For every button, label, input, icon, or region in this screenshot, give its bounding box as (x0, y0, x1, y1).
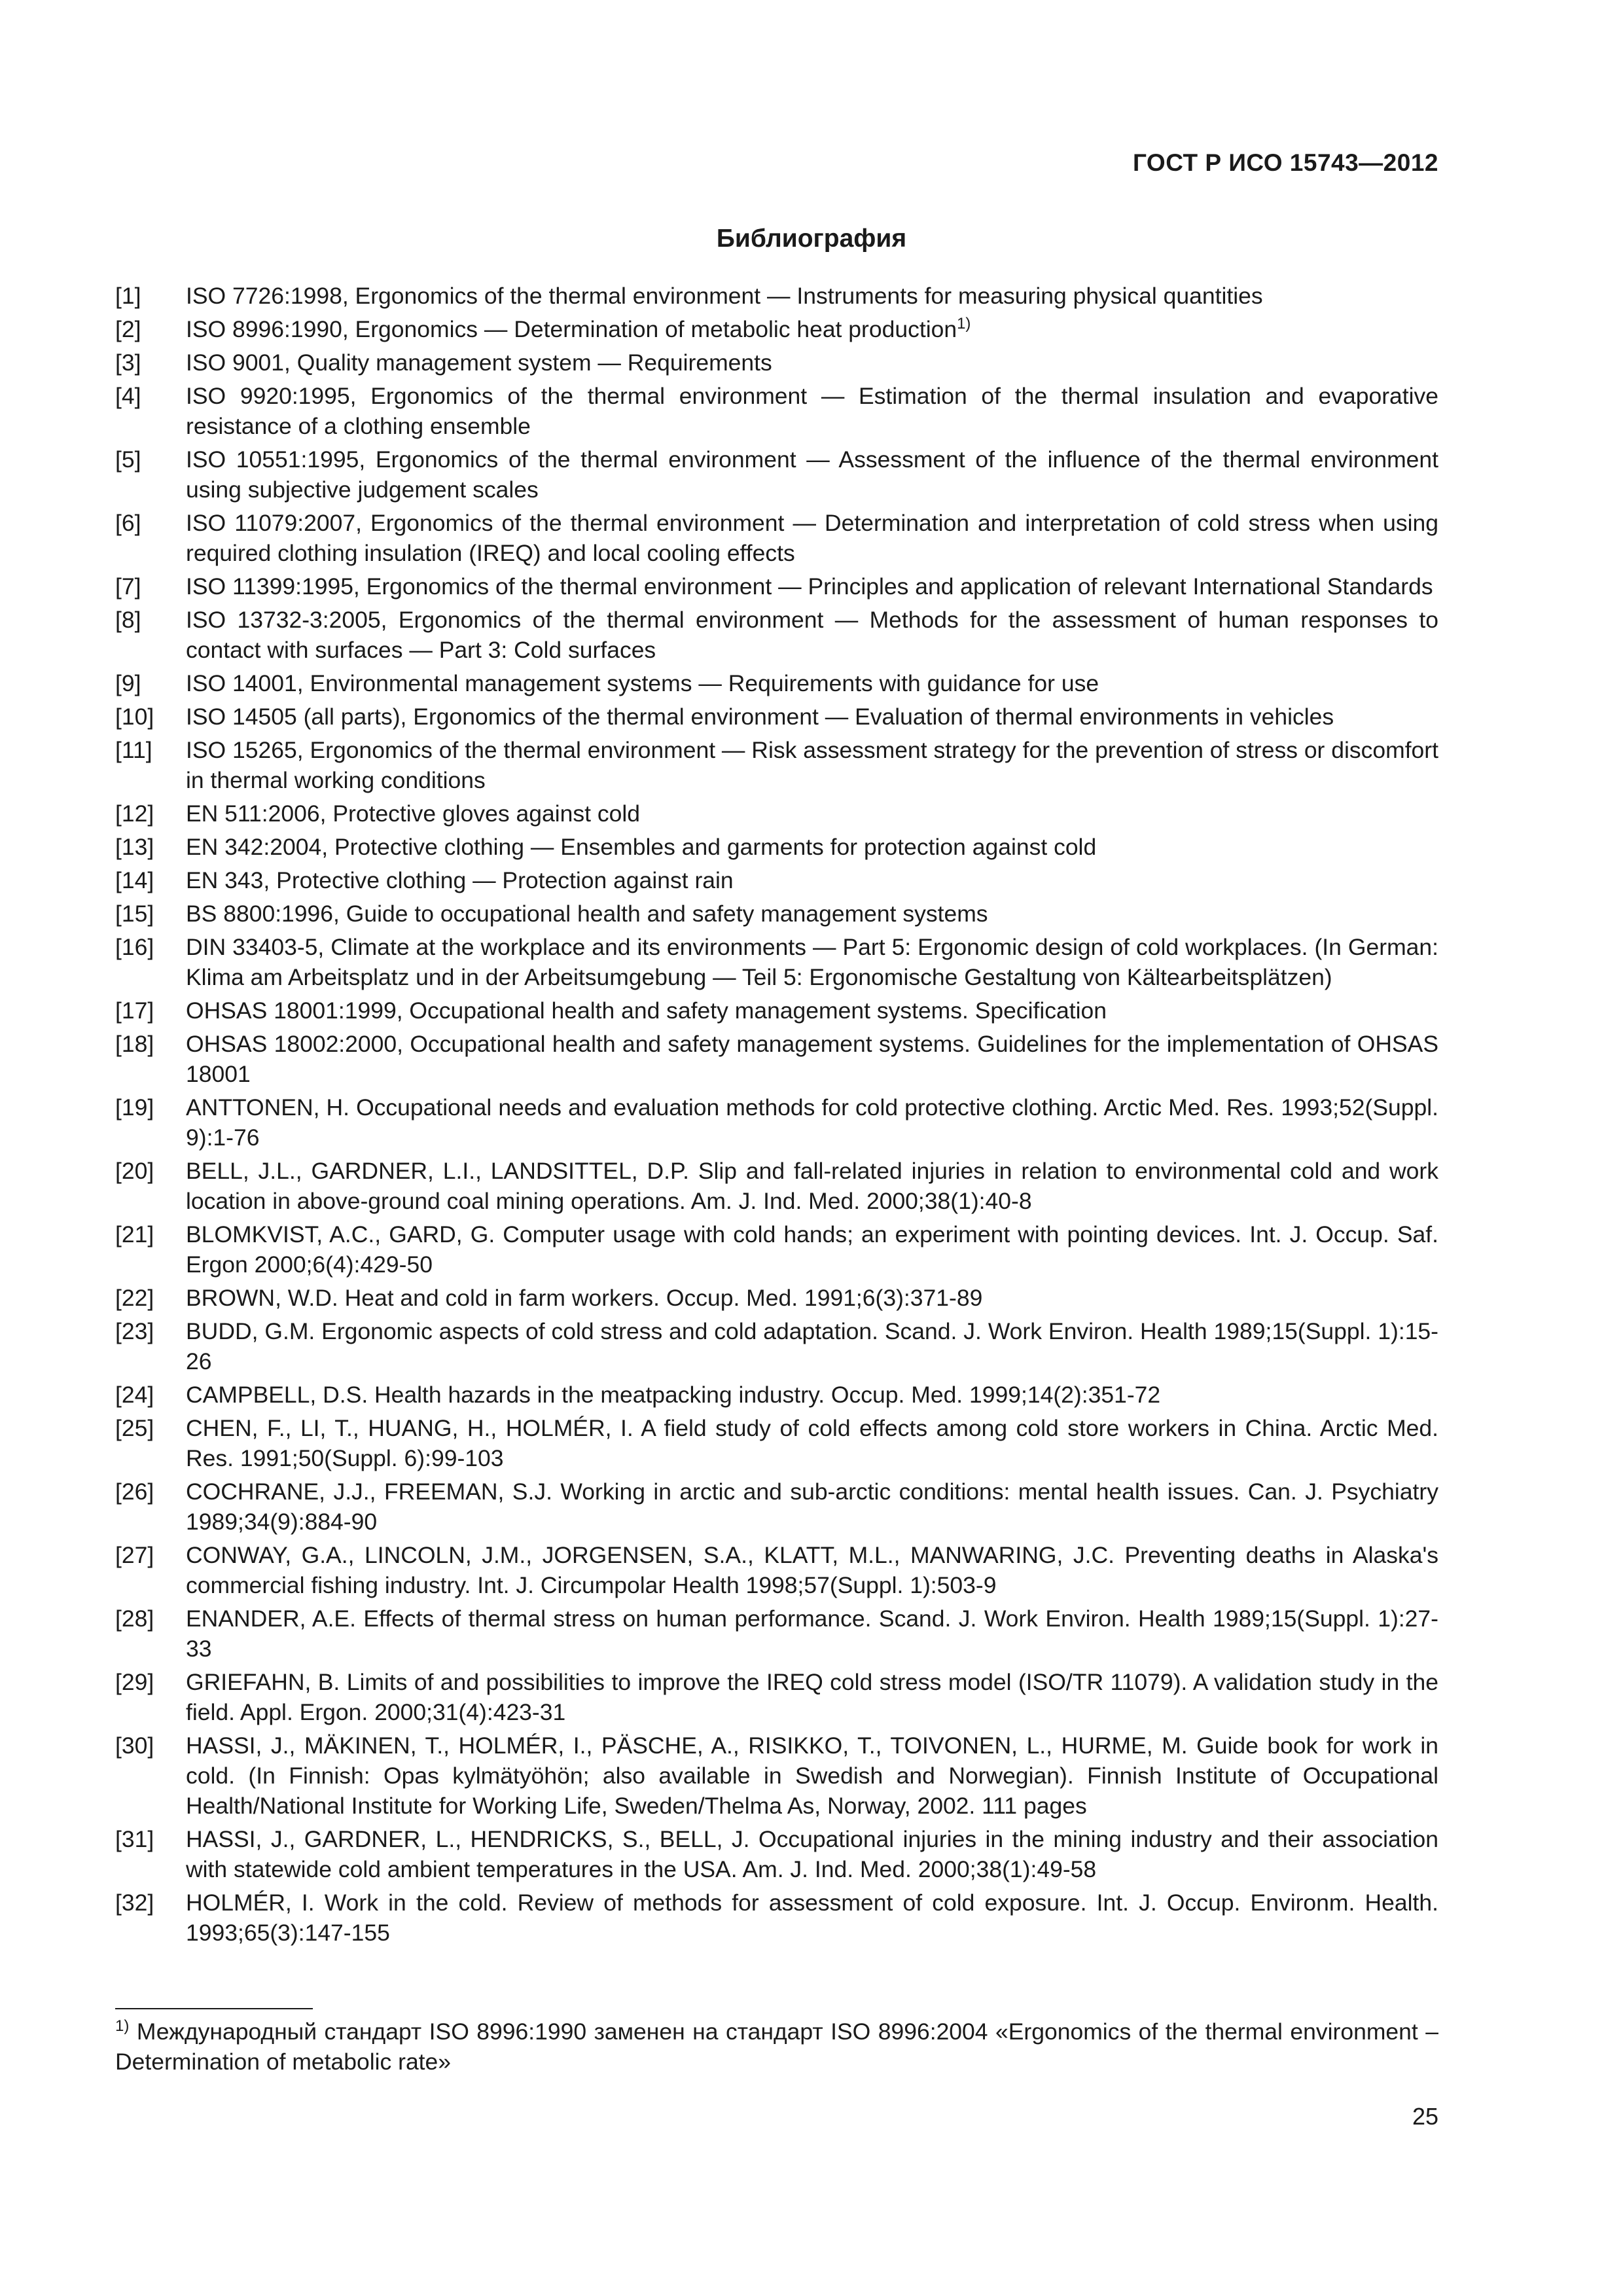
reference-number: [15] (115, 901, 154, 927)
reference-item (115, 1824, 1438, 1884)
reference-item (115, 1380, 1438, 1410)
reference-number: [17] (115, 997, 154, 1024)
reference-text: DIN 33403-5, Climate at the workplace and its environments — Part 5: Ergonomic design of cold workplaces. (In German: Klima am Arbeitsplatz und in der Arbeitsumgebung — Teil 5: Ergonomische Gestaltung von Kältearbeitsplätzen) (186, 934, 1438, 990)
reference-number: [13] (115, 834, 154, 860)
reference-number: [3] (115, 350, 141, 376)
reference-item (115, 1888, 1438, 1948)
reference-text-block (186, 1824, 1438, 1884)
reference-item (115, 1316, 1438, 1376)
reference-text-block (186, 735, 1438, 795)
reference-item (115, 1029, 1438, 1089)
reference-item (115, 668, 1438, 698)
bibliography-list (115, 281, 1438, 1951)
reference-text-block (186, 508, 1438, 568)
footnote-text: Международный стандарт ISO 8996:1990 заменен на стандарт ISO 8996:2004 «Ergonomics of the thermal environment – Determination of metabolic rate» (115, 2018, 1438, 2075)
reference-text: ISO 10551:1995, Ergonomics of the thermal environment — Assessment of the influence of the thermal environment using subjective judgement scales (186, 446, 1438, 503)
reference-text-block (186, 1667, 1438, 1727)
reference-text-block (186, 348, 1438, 378)
reference-item (115, 281, 1438, 311)
reference-number: [16] (115, 934, 154, 960)
reference-item (115, 702, 1438, 732)
reference-text: ISO 11399:1995, Ergonomics of the thermal environment — Principles and application of relevant International Standards (186, 573, 1433, 600)
reference-number: [19] (115, 1094, 154, 1121)
reference-number: [11] (115, 737, 152, 763)
reference-text-block (186, 1029, 1438, 1089)
reference-text-block (186, 702, 1438, 732)
reference-item (115, 798, 1438, 829)
reference-text-block (186, 1413, 1438, 1473)
reference-item (115, 1667, 1438, 1727)
reference-item (115, 1092, 1438, 1153)
reference-number: [5] (115, 446, 141, 473)
reference-text-block (186, 1156, 1438, 1216)
reference-item (115, 1604, 1438, 1664)
reference-text-block (186, 1540, 1438, 1600)
reference-text-block (186, 444, 1438, 505)
reference-text: ISO 14505 (all parts), Ergonomics of the thermal environment — Evaluation of thermal environments in vehicles (186, 704, 1334, 730)
reference-text-block (186, 1731, 1438, 1821)
reference-text-block (186, 899, 1438, 929)
footnote (115, 2017, 1438, 2077)
reference-text: OHSAS 18001:1999, Occupational health and safety management systems. Specification (186, 997, 1107, 1024)
reference-item (115, 932, 1438, 992)
reference-number: [14] (115, 867, 154, 893)
reference-text-block (186, 1283, 1438, 1313)
reference-text: ISO 13732-3:2005, Ergonomics of the thermal environment — Methods for the assessment of human responses to contact with surfaces — Part 3: Cold surfaces (186, 607, 1438, 663)
reference-text-block (186, 1219, 1438, 1280)
reference-number: [7] (115, 573, 141, 600)
reference-text: BS 8800:1996, Guide to occupational health and safety management systems (186, 901, 988, 927)
reference-text: BLOMKVIST, A.C., GARD, G. Computer usage with cold hands; an experiment with pointing devices. Int. J. Occup. Saf. Ergon 2000;6(4):429-50 (186, 1221, 1438, 1278)
reference-number: [2] (115, 316, 141, 342)
reference-text: ISO 9920:1995, Ergonomics of the thermal environment — Estimation of the thermal insulation and evaporative resistance of a clothing ensemble (186, 383, 1438, 439)
reference-text: OHSAS 18002:2000, Occupational health and safety management systems. Guidelines for the implementation of OHSAS 18001 (186, 1031, 1438, 1087)
reference-text: ANTTONEN, H. Occupational needs and evaluation methods for cold protective clothing. Arctic Med. Res. 1993;52(Suppl. 9):1-76 (186, 1094, 1438, 1151)
reference-text-block (186, 605, 1438, 665)
reference-item (115, 348, 1438, 378)
reference-number: [4] (115, 383, 141, 409)
reference-text-block (186, 281, 1438, 311)
reference-text: ISO 11079:2007, Ergonomics of the thermal environment — Determination and interpretation of cold stress when using required clothing insulation (IREQ) and local cooling effects (186, 510, 1438, 566)
reference-text-block (186, 1092, 1438, 1153)
reference-number: [32] (115, 1890, 154, 1916)
reference-item (115, 381, 1438, 441)
reference-number: [23] (115, 1318, 154, 1344)
reference-item (115, 444, 1438, 505)
reference-text: EN 342:2004, Protective clothing — Ensembles and garments for protection against cold (186, 834, 1097, 860)
footnote-divider (115, 2008, 313, 2009)
reference-number: [10] (115, 704, 154, 730)
reference-text-block (186, 1316, 1438, 1376)
reference-text: BELL, J.L., GARDNER, L.I., LANDSITTEL, D.P. Slip and fall-related injuries in relation to environmental cold and work location in above-ground coal mining operations. Am. J. Ind. Med. 2000;38(1):40-8 (186, 1158, 1438, 1214)
reference-text-block (186, 571, 1438, 601)
reference-item (115, 605, 1438, 665)
reference-text: ENANDER, A.E. Effects of thermal stress on human performance. Scand. J. Work Environ. Health 1989;15(Suppl. 1):27-33 (186, 1605, 1438, 1662)
reference-item (115, 832, 1438, 862)
reference-item (115, 1477, 1438, 1537)
reference-number: [22] (115, 1285, 154, 1311)
reference-text: HASSI, J., MÄKINEN, T., HOLMÉR, I., PÄSCHE, A., RISIKKO, T., TOIVONEN, L., HURME, M. Guide book for work in cold. (In Finnish: Opas kylmätyöhön; also available in Swedish and Norwegian). Finnish Institute of Occupational Health/National Institute for Working Life, Sweden/Thelma As, Norway, 2002. 111 pages (186, 1732, 1438, 1819)
reference-number: [8] (115, 607, 141, 633)
reference-number: [30] (115, 1732, 154, 1759)
reference-number: [6] (115, 510, 141, 536)
reference-text: ISO 9001, Quality management system — Requirements (186, 350, 772, 376)
reference-item (115, 1156, 1438, 1216)
reference-text: EN 343, Protective clothing — Protection against rain (186, 867, 734, 893)
reference-text: ISO 7726:1998, Ergonomics of the thermal environment — Instruments for measuring physical quantities (186, 283, 1263, 309)
reference-text-block (186, 1477, 1438, 1537)
reference-text: BROWN, W.D. Heat and cold in farm workers. Occup. Med. 1991;6(3):371-89 (186, 1285, 983, 1311)
reference-number: [18] (115, 1031, 154, 1057)
reference-text-block (186, 1888, 1438, 1948)
reference-item (115, 508, 1438, 568)
reference-number: [12] (115, 800, 154, 827)
reference-number: [21] (115, 1221, 154, 1247)
reference-text-block (186, 798, 1438, 829)
reference-text: HOLMÉR, I. Work in the cold. Review of methods for assessment of cold exposure. Int. J. Occup. Environm. Health. 1993;65(3):147-155 (186, 1890, 1438, 1946)
reference-number: [29] (115, 1669, 154, 1695)
footnote-reference-marker: 1) (957, 315, 971, 332)
reference-text: CHEN, F., LI, T., HUANG, H., HOLMÉR, I. A field study of cold effects among cold store workers in China. Arctic Med. Res. 1991;50(Suppl. 6):99-103 (186, 1415, 1438, 1471)
reference-text-block (186, 996, 1438, 1026)
reference-item (115, 1413, 1438, 1473)
reference-text-block (186, 314, 1438, 344)
reference-text: ISO 8996:1990, Ergonomics — Determination of metabolic heat production (186, 316, 957, 342)
reference-text: BUDD, G.M. Ergonomic aspects of cold stress and cold adaptation. Scand. J. Work Environ. Health 1989;15(Suppl. 1):15-26 (186, 1318, 1438, 1374)
reference-item (115, 1283, 1438, 1313)
reference-number: [9] (115, 670, 141, 696)
reference-number: [25] (115, 1415, 154, 1441)
footnote-marker: 1) (115, 2017, 130, 2035)
reference-text: CONWAY, G.A., LINCOLN, J.M., JORGENSEN, S.A., KLATT, M.L., MANWARING, J.C. Preventing deaths in Alaska's commercial fishing industry. Int. J. Circumpolar Health 1998;57(Suppl. 1):503-9 (186, 1542, 1438, 1598)
reference-number: [31] (115, 1826, 154, 1852)
reference-text-block (186, 381, 1438, 441)
reference-item (115, 865, 1438, 895)
reference-number: [24] (115, 1382, 154, 1408)
standard-code: ГОСТ Р ИСО 15743—2012 (1132, 149, 1438, 176)
reference-text: COCHRANE, J.J., FREEMAN, S.J. Working in arctic and sub-arctic conditions: mental health issues. Can. J. Psychiatry 1989;34(9):884-90 (186, 1479, 1438, 1535)
reference-text-block (186, 1604, 1438, 1664)
reference-item (115, 571, 1438, 601)
reference-item (115, 1219, 1438, 1280)
reference-number: [1] (115, 283, 141, 309)
reference-item (115, 735, 1438, 795)
reference-item (115, 314, 1438, 344)
reference-item (115, 996, 1438, 1026)
reference-text: ISO 15265, Ergonomics of the thermal environment — Risk assessment strategy for the prevention of stress or discomfort in thermal working conditions (186, 737, 1438, 793)
reference-text-block (186, 1380, 1438, 1410)
reference-item (115, 899, 1438, 929)
reference-text: EN 511:2006, Protective gloves against cold (186, 800, 640, 827)
reference-text: HASSI, J., GARDNER, L., HENDRICKS, S., BELL, J. Occupational injuries in the mining industry and their association with statewide cold ambient temperatures in the USA. Am. J. Ind. Med. 2000;38(1):49-58 (186, 1826, 1438, 1882)
reference-number: [27] (115, 1542, 154, 1568)
reference-text: GRIEFAHN, B. Limits of and possibilities to improve the IREQ cold stress model (ISO/TR 11079). A validation study in the field. Appl. Ergon. 2000;31(4):423-31 (186, 1669, 1438, 1725)
reference-text-block (186, 932, 1438, 992)
reference-text-block (186, 668, 1438, 698)
reference-text: CAMPBELL, D.S. Health hazards in the meatpacking industry. Occup. Med. 1999;14(2):351-72 (186, 1382, 1161, 1408)
page-title: Библиография (716, 224, 907, 253)
page-number: 25 (1412, 2103, 1438, 2130)
reference-text-block (186, 832, 1438, 862)
reference-number: [20] (115, 1158, 154, 1184)
reference-text: ISO 14001, Environmental management systems — Requirements with guidance for use (186, 670, 1099, 696)
reference-number: [28] (115, 1605, 154, 1632)
reference-number: [26] (115, 1479, 154, 1505)
reference-item (115, 1540, 1438, 1600)
reference-text-block (186, 865, 1438, 895)
reference-item (115, 1731, 1438, 1821)
